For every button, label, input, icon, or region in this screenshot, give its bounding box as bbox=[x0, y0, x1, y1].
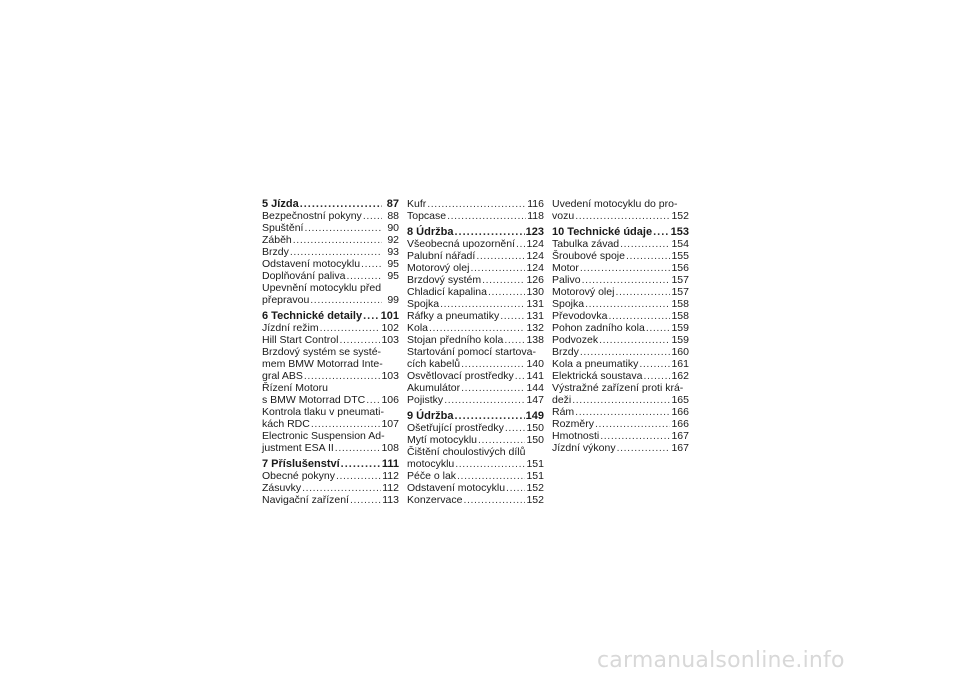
dot-leader bbox=[575, 210, 670, 222]
toc-page-number: 123 bbox=[525, 226, 544, 238]
toc-entry[interactable] bbox=[552, 406, 689, 418]
toc-entry[interactable] bbox=[407, 482, 544, 494]
dot-leader bbox=[516, 238, 525, 250]
toc-page-number: 151 bbox=[526, 470, 544, 482]
toc-entry-title: Hill Start Control bbox=[262, 334, 339, 346]
dot-leader bbox=[575, 406, 670, 418]
toc-entry-title-line: Upevnění motocyklu před bbox=[262, 282, 382, 294]
toc-entry[interactable] bbox=[552, 250, 689, 262]
toc-page-number: 162 bbox=[671, 370, 689, 382]
toc-entry-title: 9 Údržba bbox=[407, 410, 454, 422]
dot-leader bbox=[454, 410, 524, 422]
dot-leader bbox=[476, 250, 525, 262]
toc-page-number: 103 bbox=[381, 334, 399, 346]
toc-page-number: 157 bbox=[671, 274, 689, 286]
dot-leader bbox=[515, 370, 526, 382]
toc-entry-title: Navigační zařízení bbox=[262, 494, 349, 506]
toc-column-2 bbox=[407, 198, 544, 506]
toc-page-number: 154 bbox=[671, 238, 689, 250]
toc-entry-title: Převodovka bbox=[552, 310, 608, 322]
toc-entry[interactable] bbox=[552, 358, 689, 370]
toc-entry[interactable] bbox=[407, 210, 544, 222]
dot-leader bbox=[350, 494, 381, 506]
toc-entry-title: Šroubové spoje bbox=[552, 250, 625, 262]
toc-entry[interactable] bbox=[552, 346, 689, 358]
toc-entry[interactable] bbox=[407, 310, 544, 322]
toc-page-number: 124 bbox=[526, 262, 544, 274]
dot-leader bbox=[320, 322, 381, 334]
toc-entry-title: Podvozek bbox=[552, 334, 599, 346]
dot-leader bbox=[653, 226, 670, 238]
toc-entry[interactable] bbox=[262, 322, 399, 334]
toc-page-number: 156 bbox=[671, 262, 689, 274]
toc-entry-title: Jízdní režim bbox=[262, 322, 319, 334]
toc-page-number: 87 bbox=[386, 198, 399, 210]
toc-entry[interactable] bbox=[552, 310, 689, 322]
toc-entry[interactable] bbox=[407, 274, 544, 286]
toc-entry-title-line: Electronic Suspension Ad- bbox=[262, 430, 385, 442]
toc-section-heading[interactable] bbox=[262, 198, 399, 210]
dot-leader bbox=[608, 310, 670, 322]
toc-entry-title: Topcase bbox=[407, 210, 447, 222]
toc-page-number: 165 bbox=[671, 394, 689, 406]
toc-entry[interactable] bbox=[552, 298, 689, 310]
toc-entry-title: Všeobecná upozornění bbox=[407, 238, 515, 250]
toc-entry[interactable] bbox=[552, 274, 689, 286]
toc-entry-title: deži bbox=[552, 394, 572, 406]
toc-entry[interactable] bbox=[407, 286, 544, 298]
dot-leader bbox=[341, 458, 381, 470]
toc-page-number: 124 bbox=[526, 238, 544, 250]
dot-leader bbox=[646, 322, 671, 334]
toc-entry-title: Kola a pneumatiky bbox=[552, 358, 639, 370]
toc-entry-title: Pojistky bbox=[407, 394, 444, 406]
toc-entry-title: Kufr bbox=[407, 198, 427, 210]
toc-entry-title: 5 Jízda bbox=[262, 198, 299, 210]
toc-entry[interactable] bbox=[262, 234, 399, 246]
toc-page-number: 130 bbox=[526, 286, 544, 298]
dot-leader bbox=[366, 394, 380, 406]
toc-entry-title: 7 Příslušenství bbox=[262, 458, 340, 470]
toc-entry-title: Spojka bbox=[407, 298, 440, 310]
dot-leader bbox=[626, 250, 671, 262]
toc-entry-title: Spojka bbox=[552, 298, 585, 310]
toc-entry-title: Ošetřující prostředky bbox=[407, 422, 504, 434]
toc-page-number: 158 bbox=[671, 310, 689, 322]
toc-entry-title: Stojan předního kola bbox=[407, 334, 504, 346]
toc-entry[interactable] bbox=[407, 238, 544, 250]
toc-entry-title: Brzdový systém bbox=[407, 274, 482, 286]
toc-entry-title: Rozměry bbox=[552, 418, 595, 430]
toc-page-number: 167 bbox=[671, 430, 689, 442]
toc-entry-title-line: Řízení Motoru bbox=[262, 382, 328, 394]
toc-page-number: 166 bbox=[671, 406, 689, 418]
toc-page-number: 158 bbox=[671, 298, 689, 310]
toc-page-number: 112 bbox=[382, 482, 399, 494]
toc-entry-title: Doplňování paliva bbox=[262, 270, 346, 282]
toc-entry[interactable] bbox=[552, 418, 689, 430]
toc-page-number: 102 bbox=[381, 322, 399, 334]
toc-entry[interactable] bbox=[262, 346, 399, 382]
toc-page-number: 138 bbox=[526, 334, 544, 346]
toc-page-number: 144 bbox=[526, 382, 544, 394]
toc-entry-title: Elektrická soustava bbox=[552, 370, 643, 382]
toc-entry[interactable] bbox=[407, 422, 544, 434]
toc-entry-title: Motorový olej bbox=[552, 286, 615, 298]
dot-leader bbox=[346, 270, 382, 282]
dot-leader bbox=[463, 494, 525, 506]
toc-entry[interactable] bbox=[407, 262, 544, 274]
toc-entry[interactable] bbox=[407, 394, 544, 406]
toc-page-number: 167 bbox=[671, 442, 689, 454]
toc-page-number: 90 bbox=[387, 222, 399, 234]
toc-entry-title: Brzdy bbox=[262, 246, 289, 258]
dot-leader bbox=[470, 262, 525, 274]
toc-entry-title: kách RDC bbox=[262, 418, 310, 430]
toc-entry[interactable] bbox=[262, 406, 399, 430]
toc-entry[interactable] bbox=[407, 382, 544, 394]
toc-page-number: 153 bbox=[670, 226, 689, 238]
dot-leader bbox=[488, 286, 526, 298]
toc-page-number: 159 bbox=[671, 334, 689, 346]
toc-page-number: 132 bbox=[526, 322, 544, 334]
dot-leader bbox=[300, 198, 382, 210]
toc-entry-title-line: Čištění choulostivých dílů bbox=[407, 446, 526, 458]
toc-entry-title-line: Uvedení motocyklu do pro- bbox=[552, 198, 678, 210]
toc-entry[interactable] bbox=[552, 442, 689, 454]
dot-leader bbox=[639, 358, 670, 370]
toc-page-number: 95 bbox=[387, 258, 399, 270]
dot-leader bbox=[585, 298, 670, 310]
toc-entry-title: Palubní nářadí bbox=[407, 250, 476, 262]
toc-section-heading[interactable] bbox=[552, 226, 689, 238]
dot-leader bbox=[444, 394, 525, 406]
dot-leader bbox=[582, 274, 671, 286]
toc-page-number: 159 bbox=[671, 322, 689, 334]
toc-page-number: 160 bbox=[671, 346, 689, 358]
toc-entry[interactable] bbox=[262, 334, 399, 346]
toc-entry[interactable] bbox=[407, 346, 544, 370]
toc-entry-title: přepravou bbox=[262, 294, 310, 306]
dot-leader bbox=[580, 346, 671, 358]
toc-page-number: 112 bbox=[382, 470, 399, 482]
toc-section-heading[interactable] bbox=[262, 458, 399, 470]
toc-entry-title: Motorový olej bbox=[407, 262, 470, 274]
toc-entry-title: Pohon zadního kola bbox=[552, 322, 645, 334]
toc-entry[interactable] bbox=[262, 470, 399, 482]
dot-leader bbox=[302, 482, 381, 494]
dot-leader bbox=[505, 422, 526, 434]
toc-entry-title: 6 Technické detaily bbox=[262, 310, 363, 322]
dot-leader bbox=[615, 286, 670, 298]
toc-entry-title: Bezpečnostní pokyny bbox=[262, 210, 362, 222]
dot-leader bbox=[440, 298, 525, 310]
dot-leader bbox=[620, 238, 670, 250]
toc-entry[interactable] bbox=[552, 286, 689, 298]
toc-entry-title: Chladicí kapalina bbox=[407, 286, 487, 298]
toc-entry[interactable] bbox=[552, 322, 689, 334]
toc-page-number: 147 bbox=[526, 394, 544, 406]
toc-entry-title-line: mem BMW Motorrad Inte- bbox=[262, 358, 383, 370]
toc-entry-title: Konzervace bbox=[407, 494, 463, 506]
toc-page-number: 88 bbox=[387, 210, 399, 222]
toc-entry-title: Tabulka závad bbox=[552, 238, 620, 250]
dot-leader bbox=[361, 258, 382, 270]
toc-section-heading[interactable] bbox=[262, 310, 399, 322]
dot-leader bbox=[504, 334, 525, 346]
dot-leader bbox=[461, 382, 525, 394]
toc-entry-title: Motor bbox=[552, 262, 579, 274]
toc-entry[interactable] bbox=[552, 430, 689, 442]
dot-leader bbox=[311, 418, 381, 430]
toc-entry-title: Zásuvky bbox=[262, 482, 302, 494]
toc-entry-title: Hmotnosti bbox=[552, 430, 600, 442]
toc-entry[interactable] bbox=[552, 370, 689, 382]
toc-entry[interactable] bbox=[262, 222, 399, 234]
toc-page-number: 150 bbox=[526, 434, 544, 446]
toc-entry-title-line: Výstražné zařízení proti krá- bbox=[552, 382, 684, 394]
dot-leader bbox=[500, 310, 525, 322]
toc-entry-title: Péče o lak bbox=[407, 470, 457, 482]
toc-entry-title-line: Brzdový systém se systé- bbox=[262, 346, 382, 358]
toc-page-number: 141 bbox=[526, 370, 544, 382]
toc-entry[interactable] bbox=[407, 470, 544, 482]
toc-page-number: 111 bbox=[381, 458, 399, 470]
dot-leader bbox=[429, 322, 525, 334]
toc-page-number: 99 bbox=[387, 294, 399, 306]
toc-entry-title: gral ABS bbox=[262, 370, 303, 382]
dot-leader bbox=[427, 198, 526, 210]
toc-entry-title: Palivo bbox=[552, 274, 581, 286]
toc-entry[interactable] bbox=[552, 382, 689, 406]
toc-entry-title: s BMW Motorrad DTC bbox=[262, 394, 366, 406]
toc-entry[interactable] bbox=[552, 334, 689, 346]
dot-leader bbox=[595, 418, 670, 430]
toc-page-number: 152 bbox=[671, 210, 689, 222]
toc-entry-title: Odstavení motocyklu bbox=[407, 482, 506, 494]
dot-leader bbox=[600, 430, 670, 442]
toc-entry[interactable] bbox=[262, 482, 399, 494]
toc-page-number: 152 bbox=[526, 494, 544, 506]
toc-page-number: 106 bbox=[381, 394, 399, 406]
toc-entry[interactable] bbox=[262, 382, 399, 406]
toc-page-number: 103 bbox=[381, 370, 399, 382]
toc-page-number: 101 bbox=[380, 310, 399, 322]
toc-page-number: 116 bbox=[527, 198, 544, 210]
toc-entry[interactable] bbox=[262, 246, 399, 258]
toc-page-number: 161 bbox=[671, 358, 689, 370]
toc-entry[interactable] bbox=[407, 446, 544, 470]
toc-entry-title: Akumulátor bbox=[407, 382, 461, 394]
toc-entry-title: vozu bbox=[552, 210, 575, 222]
toc-entry[interactable] bbox=[407, 250, 544, 262]
dot-leader bbox=[643, 370, 670, 382]
dot-leader bbox=[455, 458, 525, 470]
dot-leader bbox=[447, 210, 526, 222]
toc-entry[interactable] bbox=[407, 434, 544, 446]
toc-entry-title: Obecné pokyny bbox=[262, 470, 335, 482]
toc-section-heading[interactable] bbox=[407, 226, 544, 238]
toc-entry[interactable] bbox=[262, 258, 399, 270]
toc-entry[interactable] bbox=[262, 282, 399, 306]
toc-entry[interactable] bbox=[407, 494, 544, 506]
toc-entry[interactable] bbox=[262, 494, 399, 506]
dot-leader bbox=[304, 222, 382, 234]
dot-leader bbox=[457, 470, 525, 482]
toc-page-number: 95 bbox=[387, 270, 399, 282]
dot-leader bbox=[580, 262, 671, 274]
toc-entry[interactable] bbox=[407, 370, 544, 382]
toc-page-number: 118 bbox=[527, 210, 544, 222]
toc-entry[interactable] bbox=[262, 430, 399, 454]
toc-page-number: 150 bbox=[526, 422, 544, 434]
toc-page-number: 140 bbox=[526, 358, 544, 370]
toc-entry-title: Záběh bbox=[262, 234, 292, 246]
toc-column-3 bbox=[552, 198, 689, 454]
toc-page-number: 166 bbox=[671, 418, 689, 430]
toc-entry[interactable] bbox=[552, 198, 689, 222]
toc-page-number: 108 bbox=[381, 442, 399, 454]
toc-page-number: 92 bbox=[387, 234, 399, 246]
toc-entry-title: Kola bbox=[407, 322, 429, 334]
toc-entry-title: Jízdní výkony bbox=[552, 442, 616, 454]
dot-leader bbox=[336, 470, 381, 482]
toc-entry-title: 10 Technické údaje bbox=[552, 226, 653, 238]
toc-entry-title: motocyklu bbox=[407, 458, 455, 470]
toc-page-number: 126 bbox=[526, 274, 544, 286]
dot-leader bbox=[572, 394, 670, 406]
toc-entry-title: cích kabelů bbox=[407, 358, 461, 370]
toc-entry-title: Osvětlovací prostředky bbox=[407, 370, 514, 382]
dot-leader bbox=[310, 294, 382, 306]
dot-leader bbox=[363, 210, 382, 222]
toc-entry-title: Spuštění bbox=[262, 222, 304, 234]
dot-leader bbox=[599, 334, 670, 346]
dot-leader bbox=[461, 358, 525, 370]
dot-leader bbox=[293, 234, 382, 246]
toc-page-number: 155 bbox=[671, 250, 689, 262]
dot-leader bbox=[506, 482, 525, 494]
toc-entry[interactable] bbox=[262, 270, 399, 282]
toc-page-number: 149 bbox=[525, 410, 544, 422]
dot-leader bbox=[290, 246, 382, 258]
toc-entry-title: justment ESA II bbox=[262, 442, 334, 454]
toc-entry-title: Rám bbox=[552, 406, 575, 418]
toc-page-number: 131 bbox=[526, 310, 544, 322]
dot-leader bbox=[478, 434, 525, 446]
dot-leader bbox=[482, 274, 525, 286]
toc-entry[interactable] bbox=[552, 238, 689, 250]
dot-leader bbox=[339, 334, 380, 346]
toc-page-number: 152 bbox=[526, 482, 544, 494]
toc-page-number: 131 bbox=[526, 298, 544, 310]
toc-entry-title: Brzdy bbox=[552, 346, 579, 358]
toc-entry[interactable] bbox=[407, 298, 544, 310]
toc-column-1 bbox=[262, 198, 399, 506]
toc-entry[interactable] bbox=[407, 322, 544, 334]
toc-section-heading[interactable] bbox=[407, 410, 544, 422]
toc-entry[interactable] bbox=[262, 210, 399, 222]
dot-leader bbox=[304, 370, 381, 382]
toc-entry-title-line: Startování pomocí startova- bbox=[407, 346, 536, 358]
dot-leader bbox=[617, 442, 671, 454]
toc-entry-title: Mytí motocyklu bbox=[407, 434, 478, 446]
dot-leader bbox=[363, 310, 380, 322]
toc-page-number: 151 bbox=[526, 458, 544, 470]
toc-entry[interactable] bbox=[552, 262, 689, 274]
dot-leader bbox=[454, 226, 524, 238]
toc-page-number: 107 bbox=[381, 418, 399, 430]
toc-entry[interactable] bbox=[407, 334, 544, 346]
toc-entry-title-line: Kontrola tlaku v pneumati- bbox=[262, 406, 384, 418]
toc-entry-title: 8 Údržba bbox=[407, 226, 454, 238]
watermark: carmanualsonline.info bbox=[597, 648, 845, 673]
toc-entry[interactable] bbox=[407, 198, 544, 210]
dot-leader bbox=[335, 442, 381, 454]
toc-page-number: 113 bbox=[382, 494, 399, 506]
toc-page-number: 124 bbox=[526, 250, 544, 262]
toc-entry-title: Ráfky a pneumatiky bbox=[407, 310, 500, 322]
toc-entry-title: Odstavení motocyklu bbox=[262, 258, 361, 270]
toc-page-number: 93 bbox=[387, 246, 399, 258]
toc-page-number: 157 bbox=[671, 286, 689, 298]
